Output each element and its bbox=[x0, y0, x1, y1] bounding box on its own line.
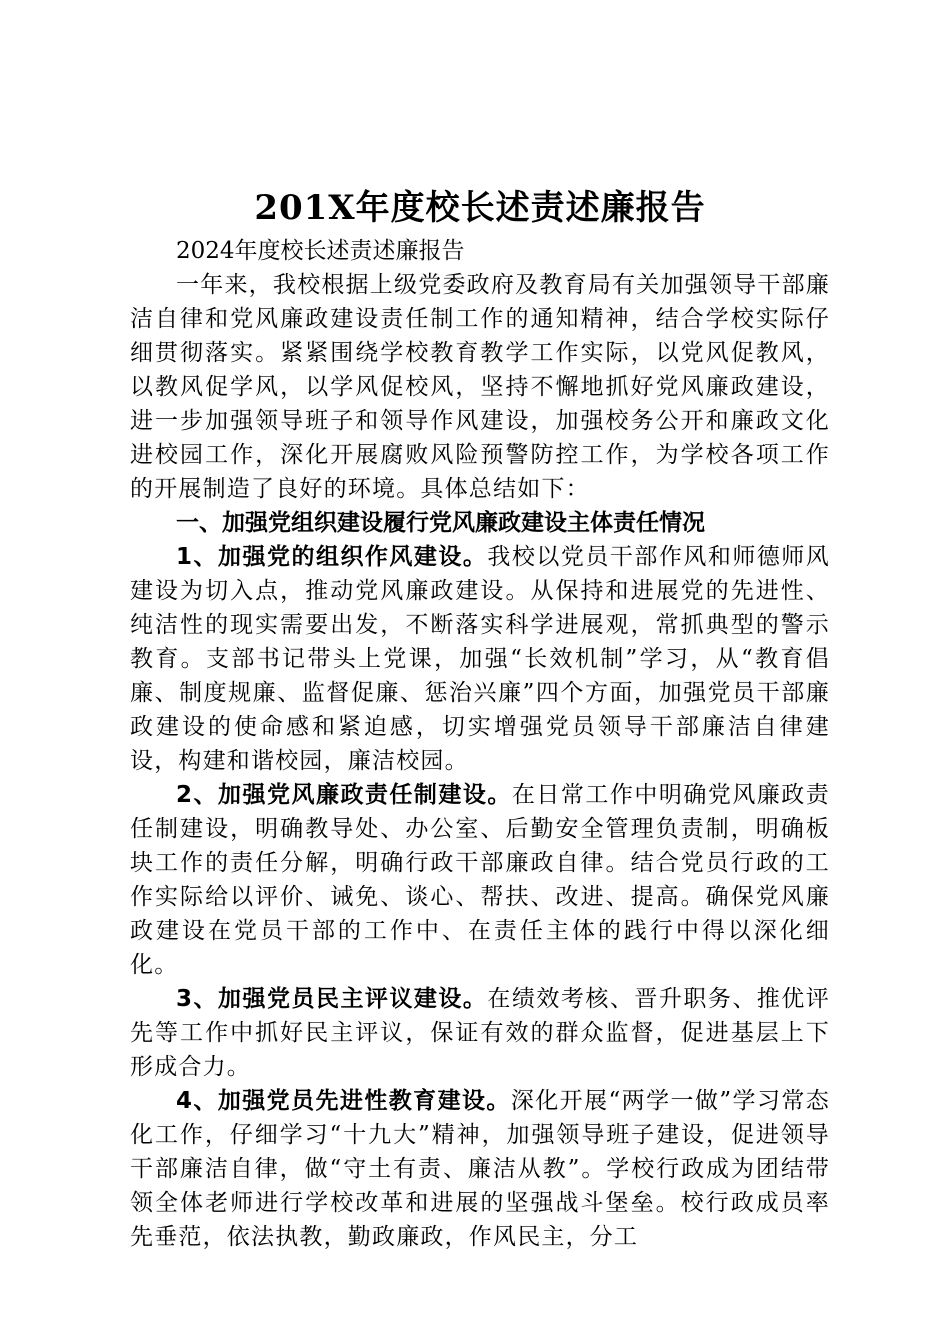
document-title: 201X年度校长述责述廉报告 bbox=[254, 188, 706, 228]
intro-paragraph: 一年来，我校根据上级党委政府及教育局有关加强领导干部廉洁自律和党风廉政建设责任制工作的通知精神，结合学校实际仔细贯彻落实。紧紧围绕学校教育教学工作实际，以党风促教风，以教风促学风，以学风促校风，坚持不懈地抓好党风廉政建设，进一步加强领导班子和领导作风建设，加强校务公开和廉政文化进校园工作，深化开展腐败风险预警防控工作，为学校各项工作的开展制造了良好的环境。具体总结如下： bbox=[130, 272, 830, 502]
item-heading: 1、加强党的组织作风建设。 bbox=[176, 544, 488, 570]
item-paragraph bbox=[130, 1084, 830, 1254]
section-heading: 一、加强党组织建设履行党风廉政建设主体责任情况 bbox=[176, 510, 705, 536]
item-body: 在绩效考核、晋升职务、推优评先等工作中抓好民主评议，保证有效的群众监督，促进基层上下形成合力。 bbox=[130, 986, 830, 1080]
item-heading: 2、加强党风廉政责任制建设。 bbox=[176, 782, 512, 808]
item-paragraph bbox=[130, 982, 830, 1084]
item-paragraph bbox=[130, 778, 830, 982]
item-heading: 3、加强党员民主评议建设。 bbox=[176, 986, 488, 1012]
item-body: 我校以党员干部作风和师德师风建设为切入点，推动党风廉政建设。从保持和进展党的先进性、纯洁性的现实需要出发，不断落实科学进展观，常抓典型的警示教育。支部书记带头上党课，加强“长效机制”学习，从“教育倡廉、制度规廉、监督促廉、惩治兴廉”四个方面，加强党员干部廉政建设的使命感和紧迫感，切实增强党员领导干部廉洁自律建设，构建和谐校园，廉洁校园。 bbox=[130, 544, 830, 774]
item-heading: 4、加强党员先进性教育建设。 bbox=[176, 1088, 511, 1114]
item-body: 深化开展“两学一做”学习常态化工作，仔细学习“十九大”精神，加强领导班子建设，促进领导干部廉洁自律，做“守土有责、廉洁从教”。学校行政成为团结带领全体老师进行学校改革和进展的坚强战斗堡垒。校行政成员率先垂范，依法执教，勤政廉政，作风民主，分工 bbox=[130, 1088, 830, 1250]
item-paragraph bbox=[130, 540, 830, 778]
item-body: 在日常工作中明确党风廉政责任制建设，明确教导处、办公室、后勤安全管理负责制，明确板块工作的责任分解，明确行政干部廉政自律。结合党员行政的工作实际给以评价、诫免、谈心、帮扶、改进、提高。确保党风廉政建设在党员干部的工作中、在责任主体的践行中得以深化细化。 bbox=[130, 782, 830, 978]
document-subtitle: 2024年度校长述责述廉报告 bbox=[176, 238, 465, 264]
document-page bbox=[130, 186, 830, 1254]
